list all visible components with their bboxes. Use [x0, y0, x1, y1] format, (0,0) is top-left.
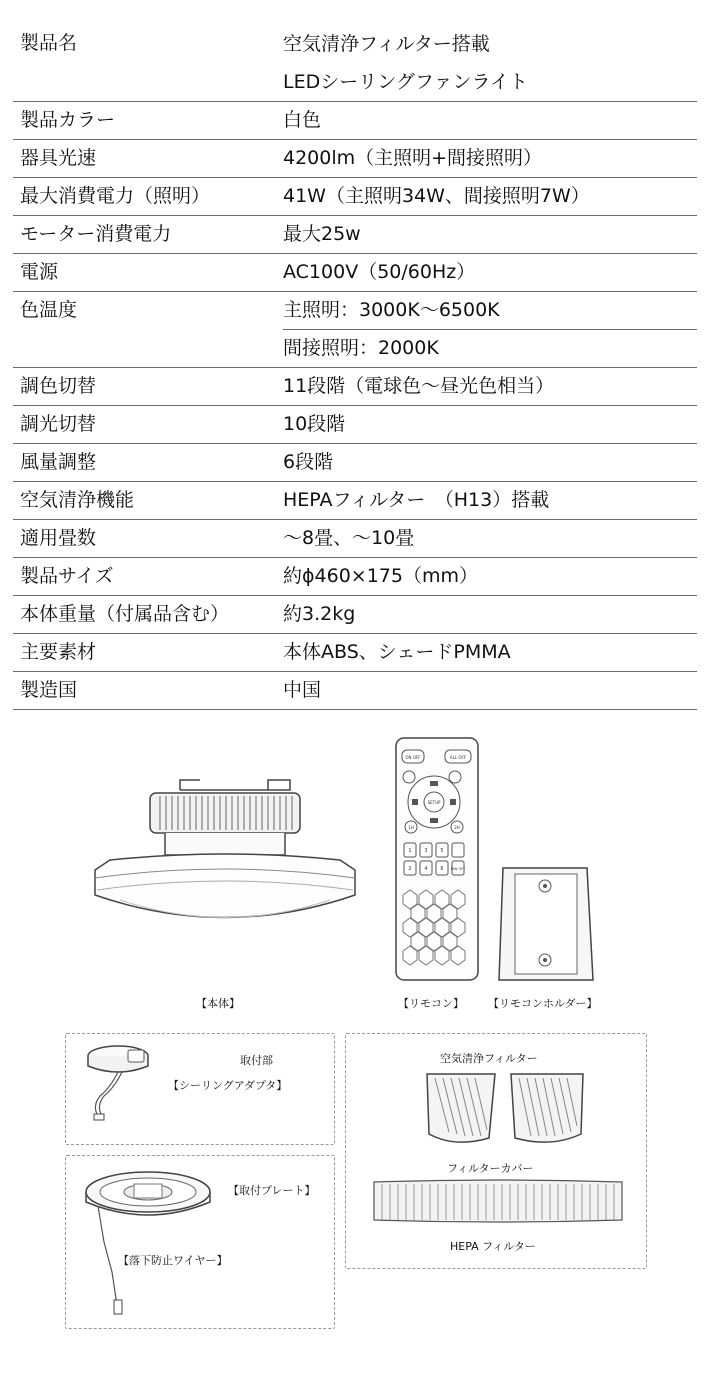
remote-key-1: 1	[408, 848, 412, 854]
caption-hepa-filter: HEPA フィルター	[450, 1240, 536, 1253]
caption-filter-cover: フィルターカバー	[447, 1162, 534, 1175]
spec-label: 最大消費電力（照明）	[20, 185, 211, 207]
caption-remote: 【リモコン】	[398, 997, 464, 1010]
spec-label: 製品サイズ	[20, 565, 114, 587]
spec-value-line: 本体ABS、シェードPMMA	[283, 641, 511, 663]
caption-ceiling-adapter: 【シーリングアダプタ】	[168, 1079, 288, 1092]
remote-onoff-label: ON OFF	[405, 755, 421, 760]
caption-body: 【本体】	[196, 997, 240, 1010]
caption-air-filter: 空気清浄フィルター	[440, 1052, 538, 1065]
remote-2h-label: 2H	[454, 825, 460, 830]
remote-alloff-label: ALL OFF	[449, 755, 467, 760]
remote-key-5: 5	[440, 848, 444, 854]
spec-label: 色温度	[20, 299, 78, 321]
spec-value-line: LEDシーリングファンライト	[283, 71, 528, 93]
spec-label: 風量調整	[20, 451, 97, 473]
spec-value-line: 白色	[283, 109, 322, 131]
spec-value-line: 中国	[283, 679, 322, 701]
remote-key-6: 6	[440, 866, 444, 872]
spec-value-line: 約3.2kg	[283, 603, 356, 625]
caption-mount-part: 取付部	[240, 1054, 273, 1067]
remote-key-4: 4	[424, 866, 428, 872]
remote-key-3: 3	[424, 848, 428, 854]
spec-value-line: 〜8畳、〜10畳	[283, 527, 415, 549]
spec-value-line: 10段階	[283, 413, 346, 435]
ceiling-adapter-illustration	[80, 1036, 180, 1126]
spec-value-line: 間接照明：2000K	[283, 329, 697, 367]
remote-setup-label: SETUP	[427, 800, 441, 805]
spec-value-line: 約ϕ460×175（mm）	[283, 565, 479, 587]
hepa-filter-illustration	[370, 1178, 626, 1226]
spec-label: 調光切替	[20, 413, 97, 435]
spec-label: 電源	[20, 261, 59, 283]
caption-holder: 【リモコンホルダー】	[488, 997, 598, 1010]
spec-value-line: 主照明：3000K〜6500K	[283, 299, 500, 321]
filter-cover-illustration	[415, 1068, 595, 1158]
spec-label: 適用畳数	[20, 527, 97, 549]
remote-1h-label: 1H	[408, 825, 414, 830]
spec-label: 本体重量（付属品含む）	[20, 603, 230, 625]
spec-label: 製造国	[20, 679, 78, 701]
spec-value-line: 6段階	[283, 451, 334, 473]
spec-label: 空気清浄機能	[20, 489, 135, 511]
remote-control-illustration	[393, 735, 483, 985]
spec-label: 製品カラー	[20, 109, 116, 131]
spec-label: 主要素材	[20, 641, 97, 663]
spec-label: モーター消費電力	[20, 223, 172, 245]
spec-label: 器具光速	[20, 147, 97, 169]
remote-holder-illustration	[497, 862, 597, 982]
remote-fanoff-label: FAN OFF	[450, 867, 466, 871]
spec-value-line: 空気清浄フィルター搭載	[283, 33, 490, 55]
caption-mount-plate: 【取付プレート】	[228, 1184, 316, 1197]
mount-plate-illustration	[78, 1162, 218, 1322]
spec-value-line: HEPAフィルター （H13）搭載	[283, 489, 550, 511]
spec-value-line: 11段階（電球色〜昼光色相当）	[283, 375, 555, 397]
spec-label: 調色切替	[20, 375, 97, 397]
caption-fall-wire: 【落下防止ワイヤー】	[118, 1254, 228, 1267]
spec-label: 製品名	[20, 32, 78, 54]
spec-value-line: 4200lm（主照明+間接照明）	[283, 147, 543, 169]
fan-light-body-illustration	[0, 760, 712, 1020]
spec-value-line: 41W（主照明34W、間接照明7W）	[283, 185, 590, 207]
spec-value-line: 最大25w	[283, 223, 361, 245]
remote-key-2: 2	[408, 866, 412, 872]
spec-value-line: AC100V（50/60Hz）	[283, 261, 476, 283]
